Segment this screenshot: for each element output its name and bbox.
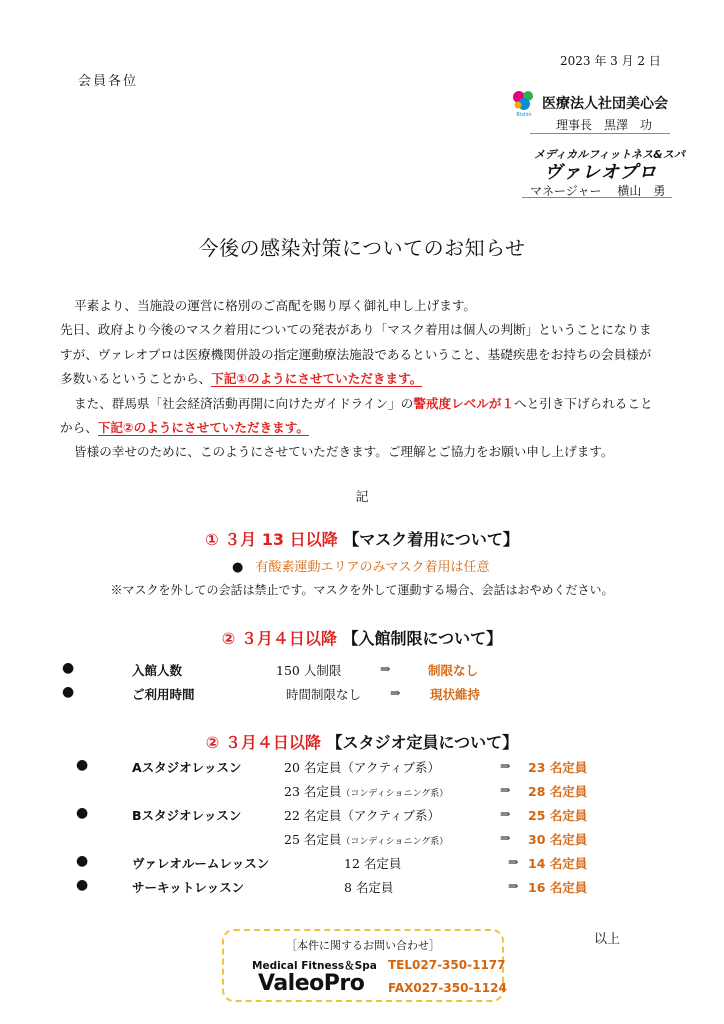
row-arrow: ⇒ [390,685,401,700]
row-before-note: （コンディショニング系） [341,789,449,799]
body-line-3 [60,343,670,368]
row-after: 14 名定員 [528,856,588,871]
row-arrow: ⇒ [500,806,511,821]
section3-heading [0,730,724,753]
row-before-note: （コンディショニング系） [341,837,449,847]
row-arrow: ⇒ [380,661,391,676]
row-before: 20 名定員（アクティブ系） [284,760,441,775]
section3-topic: 【スタジオ定員について】 [326,733,519,752]
row-before: 150 人制限 [276,663,342,678]
row-before: 22 名定員（アクティブ系） [284,808,441,823]
contact-fax: FAX027-350-1124 [388,981,507,995]
section1-topic: 【マスク着用について】 [343,530,519,549]
row-after: 23 名定員 [528,760,588,775]
body-line-4 [60,367,670,392]
row-arrow: ⇒ [500,782,511,797]
body-text: 平素より、当施設の運営に格別のご高配を賜り厚く御礼申し上げます。 [74,298,476,313]
contact-brand-subtitle: Medical Fitness＆Spa [252,960,377,972]
row-label: サーキットレッスン [132,880,245,895]
document-date: 2023 年 3 月 2 日 [560,54,661,68]
body-text: 多数いるということから、 [60,371,212,386]
contact-heading: ［本件に関するお問い合わせ］ [286,939,440,952]
row-before-main: 25 名定員 [284,832,342,847]
body-text: へと引き下げられること [514,396,653,411]
row-after: 30 名定員 [528,832,588,847]
manager: マネージャー 横山 勇 [530,184,666,198]
row-label: Bスタジオレッスン [132,808,242,823]
ki-mark: 記 [355,490,369,505]
body-line-1 [74,294,684,319]
body-text: から、 [60,420,98,435]
body-emphasis: 警戒度レベルが１ [413,396,515,411]
bullet: ● [62,660,75,676]
row-arrow: ⇒ [500,830,511,845]
contact-box [222,929,507,1002]
body-text: 皆様の幸せのために、このようにさせていただきます。ご理解とご協力をお願い申し上げます。 [74,444,614,459]
row-before [284,830,448,848]
bullet: ● [232,560,244,575]
row-label: 入館人数 [132,663,183,678]
body-line-5 [74,392,684,417]
bullet: ● [62,684,75,700]
recipient: 会員各位 [78,74,139,89]
section1-item-text: 有酸素運動エリアのみマスク着用は任意 [255,560,490,575]
row-arrow: ⇒ [508,854,519,869]
row-before: 時間制限なし [286,687,362,702]
body-emphasis: 下記①のようにさせていただきます。 [211,371,423,386]
row-label: ご利用時間 [132,687,195,702]
section1-heading [0,527,724,550]
page-title: 今後の感染対策についてのお知らせ [198,236,526,260]
bullet: ● [76,877,89,893]
row-label: ヴァレオルームレッスン [132,856,270,871]
org-logo-icon [510,88,538,118]
section1-item [232,556,490,575]
row-after: 制限なし [428,663,479,678]
contact-tel: TEL027-350-1177 [388,958,506,972]
row-before: 8 名定員 [344,880,394,895]
body-line-6 [60,416,670,441]
row-after: 25 名定員 [528,808,588,823]
brand-logo: ヴァレオプロ [544,162,658,183]
section1-note: ※マスクを外しての会話は禁止です。マスクを外して運動する場合、会話はおやめください。 [110,583,614,597]
chairman: 理事長 黒澤 功 [556,118,653,132]
body-line-7 [74,440,684,465]
row-arrow: ⇒ [500,758,511,773]
row-after: 28 名定員 [528,784,588,799]
chairman-underline [530,133,670,134]
bullet: ● [76,853,89,869]
row-label: Aスタジオレッスン [132,760,242,775]
row-after: 16 名定員 [528,880,588,895]
closing-mark: 以上 [594,932,621,947]
section2-heading [0,626,724,649]
row-before-main: 23 名定員 [284,784,342,799]
bullet: ● [76,757,89,773]
body-text: 先日、政府より今後のマスク着用についての発表があり「マスク着用は個人の判断」ということになりま [60,322,652,337]
row-before [284,782,448,800]
org-logo-text: Bishin [516,112,532,118]
contact-brand-logo: ValeoPro [258,971,365,996]
org-name: 医療法人社団美心会 [542,96,668,112]
section2-date: ② ３月４日以降 [221,629,337,648]
manager-underline [522,197,672,198]
row-before: 12 名定員 [344,856,402,871]
section2-topic: 【入館制限について】 [342,629,503,648]
body-text: また、群馬県「社会経済活動再開に向けたガイドライン」の [74,396,414,411]
row-after: 現状維持 [430,687,481,702]
section1-date: ① ３月 13 日以降 [205,530,338,549]
section3-date: ② ３月４日以降 [205,733,321,752]
bullet: ● [76,805,89,821]
body-emphasis: 下記②のようにさせていただきます。 [97,420,309,435]
body-line-2 [60,318,670,343]
brand-subtitle: メディカルフィットネス&スパ [534,148,685,161]
row-arrow: ⇒ [508,878,519,893]
body-text: すが、ヴァレオプロは医療機関併設の指定運動療法施設であるということ、基礎疾患をお持ちの会員様が [60,347,652,362]
